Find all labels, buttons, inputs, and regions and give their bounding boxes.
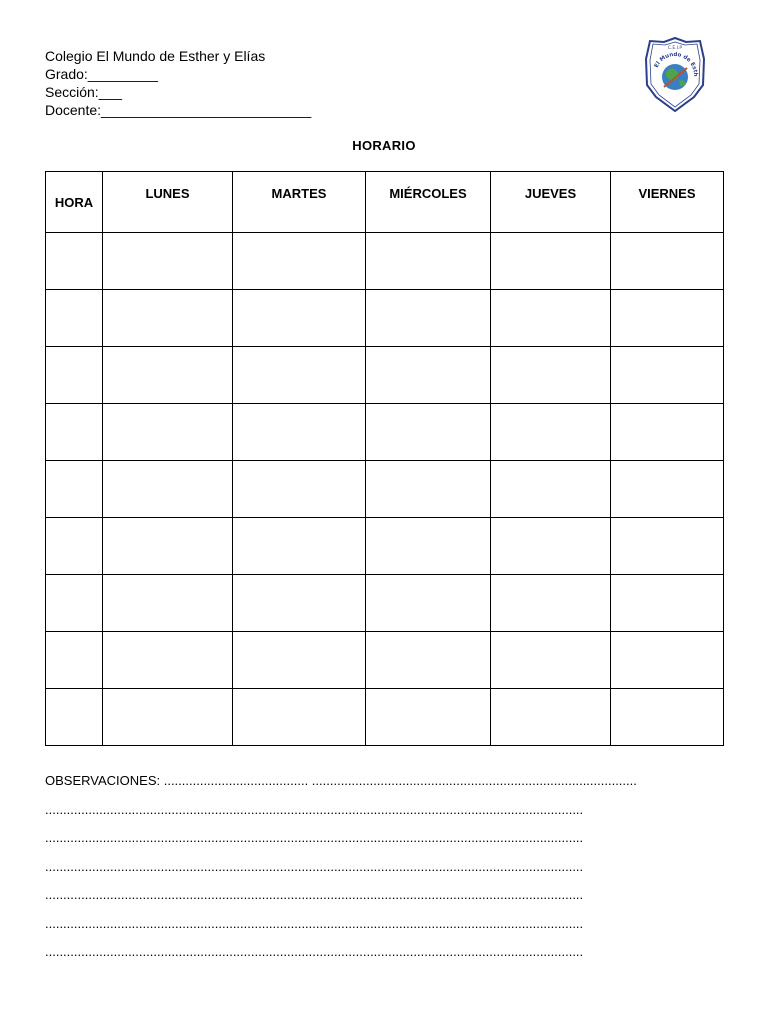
cell-viernes[interactable] <box>611 404 724 461</box>
column-header-miercoles: MIÉRCOLES <box>366 172 491 233</box>
cell-hora[interactable] <box>46 290 103 347</box>
cell-martes[interactable] <box>233 632 366 689</box>
school-crest-icon <box>642 35 708 115</box>
cell-viernes[interactable] <box>611 689 724 746</box>
cell-martes[interactable] <box>233 290 366 347</box>
cell-miercoles[interactable] <box>366 347 491 404</box>
cell-lunes[interactable] <box>103 461 233 518</box>
cell-viernes[interactable] <box>611 575 724 632</box>
cell-martes[interactable] <box>233 404 366 461</box>
schedule-body <box>46 233 724 746</box>
cell-viernes[interactable] <box>611 632 724 689</box>
cell-martes[interactable] <box>233 689 366 746</box>
cell-hora[interactable] <box>46 689 103 746</box>
page-title: HORARIO <box>352 138 416 153</box>
cell-martes[interactable] <box>233 461 366 518</box>
cell-lunes[interactable] <box>103 575 233 632</box>
observations-line-4[interactable]: ..................................................................................................................................................... <box>45 858 584 874</box>
cell-lunes[interactable] <box>103 347 233 404</box>
table-row <box>46 347 724 404</box>
table-row <box>46 233 724 290</box>
cell-lunes[interactable] <box>103 689 233 746</box>
cell-hora[interactable] <box>46 347 103 404</box>
table-row <box>46 689 724 746</box>
cell-lunes[interactable] <box>103 518 233 575</box>
cell-martes[interactable] <box>233 575 366 632</box>
table-header-row <box>46 172 724 233</box>
cell-jueves[interactable] <box>491 689 611 746</box>
column-header-hora: HORA <box>46 172 103 233</box>
cell-viernes[interactable] <box>611 290 724 347</box>
column-header-lunes: LUNES <box>103 172 233 233</box>
cell-miercoles[interactable] <box>366 233 491 290</box>
cell-martes[interactable] <box>233 347 366 404</box>
observations-line-3[interactable]: ..................................................................................................................................................... <box>45 830 584 845</box>
cell-hora[interactable] <box>46 632 103 689</box>
cell-miercoles[interactable] <box>366 461 491 518</box>
cell-jueves[interactable] <box>491 290 611 347</box>
cell-viernes[interactable] <box>611 518 724 575</box>
school-header <box>45 47 311 119</box>
cell-miercoles[interactable] <box>366 632 491 689</box>
cell-lunes[interactable] <box>103 404 233 461</box>
grade-field[interactable]: Grado:_________ <box>45 66 158 82</box>
column-header-viernes: VIERNES <box>611 172 724 233</box>
cell-miercoles[interactable] <box>366 689 491 746</box>
cell-hora[interactable] <box>46 233 103 290</box>
table-row <box>46 461 724 518</box>
column-header-martes: MARTES <box>233 172 366 233</box>
cell-martes[interactable] <box>233 518 366 575</box>
cell-jueves[interactable] <box>491 575 611 632</box>
cell-hora[interactable] <box>46 575 103 632</box>
section-field[interactable]: Sección:___ <box>45 84 123 100</box>
cell-jueves[interactable] <box>491 632 611 689</box>
cell-jueves[interactable] <box>491 233 611 290</box>
logo-acronym: C.E.I.P <box>667 46 683 51</box>
cell-jueves[interactable] <box>491 518 611 575</box>
cell-viernes[interactable] <box>611 461 724 518</box>
observations-line-5[interactable]: ..................................................................................................................................................... <box>45 887 584 902</box>
cell-hora[interactable] <box>46 461 103 518</box>
logo-top-text: El Mundo de Esth <box>653 51 699 77</box>
school-crest-graphic <box>642 35 708 115</box>
cell-hora[interactable] <box>46 518 103 575</box>
teacher-field[interactable]: Docente:___________________________ <box>45 102 312 118</box>
cell-lunes[interactable] <box>103 233 233 290</box>
table-row <box>46 518 724 575</box>
observations-line-1[interactable]: OBSERVACIONES: ........................................ .......................................................................................... <box>45 773 637 788</box>
cell-lunes[interactable] <box>103 632 233 689</box>
schedule-table <box>45 171 724 746</box>
cell-hora[interactable] <box>46 404 103 461</box>
table-row <box>46 575 724 632</box>
table-row <box>46 290 724 347</box>
table-row <box>46 632 724 689</box>
observations-line-7[interactable]: ..................................................................................................................................................... <box>45 944 584 959</box>
cell-jueves[interactable] <box>491 404 611 461</box>
observations-line-2[interactable]: ..................................................................................................................................................... <box>45 801 584 817</box>
cell-lunes[interactable] <box>103 290 233 347</box>
cell-miercoles[interactable] <box>366 518 491 575</box>
observations-line-6[interactable]: ..................................................................................................................................................... <box>45 915 584 931</box>
cell-jueves[interactable] <box>491 347 611 404</box>
cell-miercoles[interactable] <box>366 290 491 347</box>
cell-miercoles[interactable] <box>366 404 491 461</box>
cell-miercoles[interactable] <box>366 575 491 632</box>
cell-jueves[interactable] <box>491 461 611 518</box>
cell-viernes[interactable] <box>611 347 724 404</box>
table-row <box>46 404 724 461</box>
school-name: Colegio El Mundo de Esther y Elías <box>45 48 266 64</box>
cell-martes[interactable] <box>233 233 366 290</box>
column-header-jueves: JUEVES <box>491 172 611 233</box>
observations-section <box>45 772 723 972</box>
cell-viernes[interactable] <box>611 233 724 290</box>
